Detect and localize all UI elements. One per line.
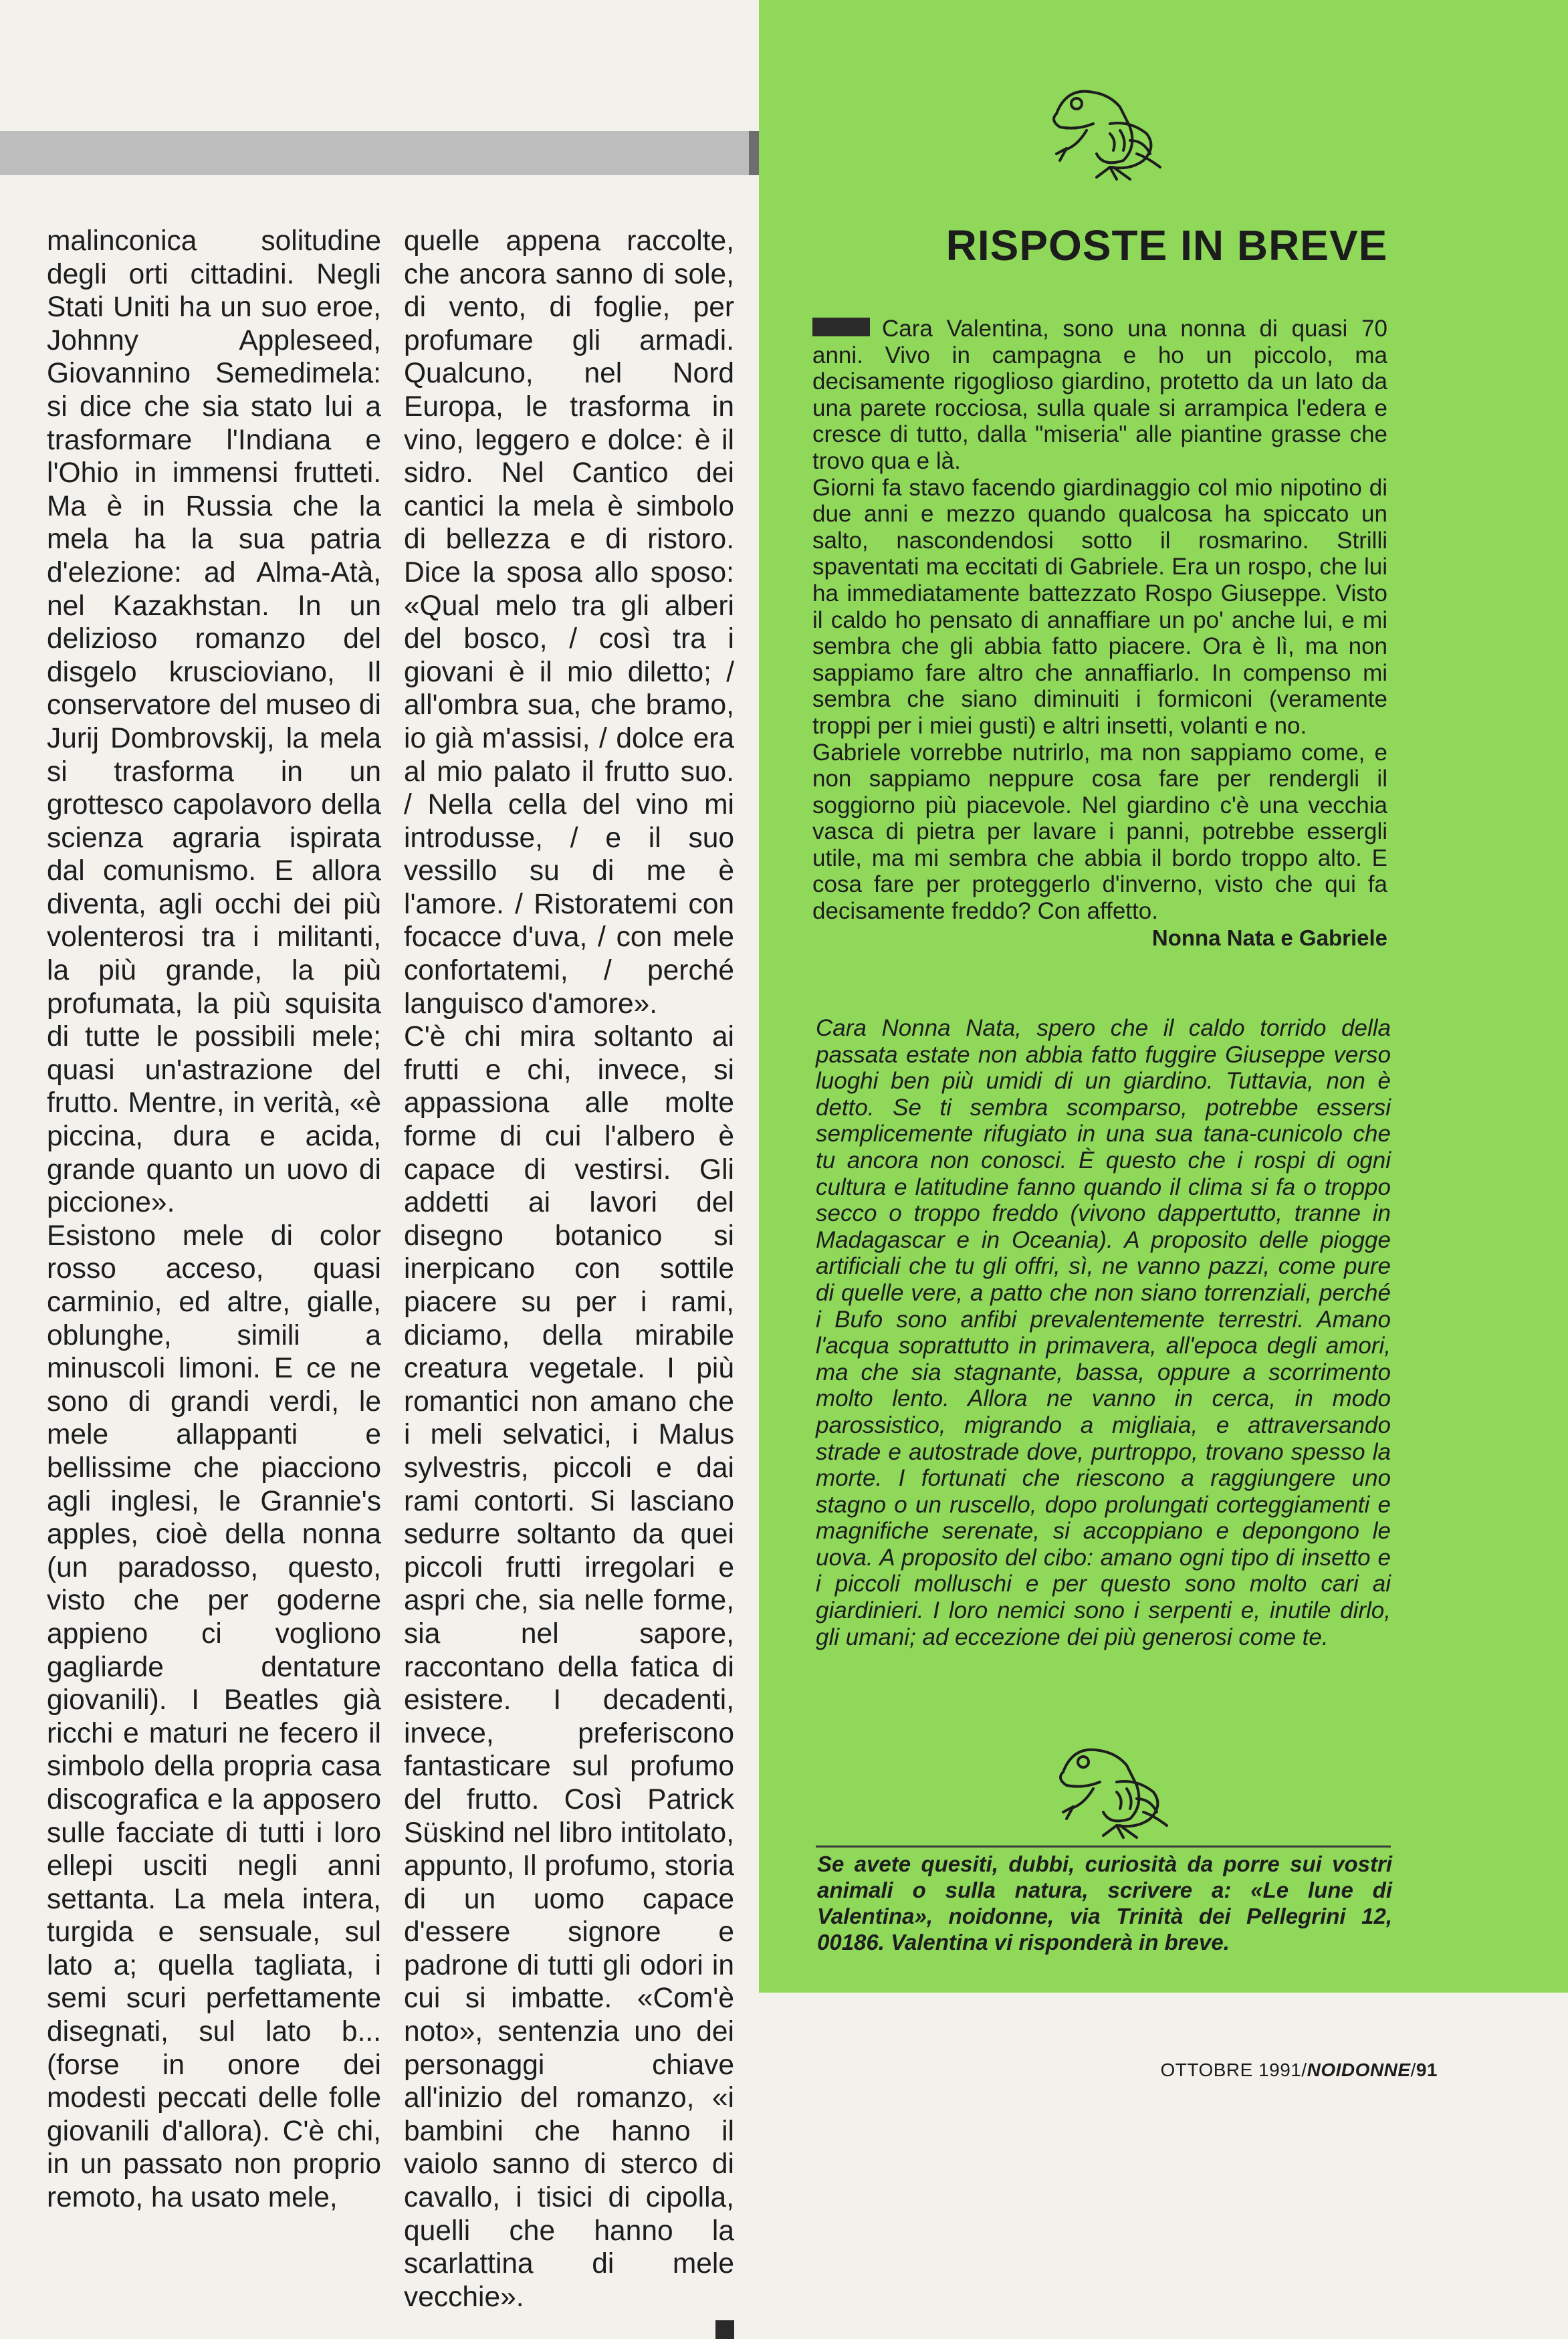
letter-paragraph: Gabriele vorrebbe nutrirlo, ma non sappiamo come, e non sappiamo neppure cosa fare per rendergli il soggiorno più piacevole. Nel giardino c'è una vecchia vasca di pietra per lavare i panni, potrebbe essergli utile, ma mi sembra che abbia il bordo troppo alto. E cosa fare per proteggerlo d'inverno, visto che qui fa decisamente freddo? Con affetto.	[812, 739, 1387, 925]
frog-icon	[1036, 1725, 1190, 1839]
letter-paragraph: Cara Valentina, sono una nonna di quasi 70 anni. Vivo in campagna e ho un piccolo, ma decisamente rigoglioso giardino, protetto da un lato da una parete rocciosa, sulla quale si arrampica l'edera e cresce di tutto, dalla "miseria" alle piantine grasse che trovo qua e là.	[812, 316, 1387, 474]
page-footer	[1157, 2059, 1438, 2081]
footer-separator: /	[1410, 2059, 1416, 2080]
panel-title: RISPOSTE IN BREVE	[945, 221, 1388, 269]
magazine-name: NOIDONNE	[1307, 2059, 1411, 2080]
frog-icon	[1030, 67, 1184, 181]
reply-text: Cara Nonna Nata, spero che il caldo torrido della passata estate non abbia fatto fuggire Giuseppe verso luoghi ben più umidi di un giardino. Tuttavia, non è detto. Se ti sembra scomparso, potrebbe essersi semplicemente rifugiato in una sua tana-cunicolo che tu ancora non conosci. È questo che i rospi di ogni cultura e latitudine fanno quando il clima si fa o troppo secco o troppo freddo (vivono dappertutto, tranne in Madagascar e in Oceania). A proposito delle piogge artificiali che tu gli offri, sì, ne vanno pazzi, come pure di quelle vere, a patto che non siano torrenziali, perché i Bufo sono anfibi prevalentemente terrestri. Amano l'acqua soprattutto in primavera, all'epoca degli amori, ma che sia stagnante, bassa, oppure a scorrimento molto lento. Allora ne vanno in cerca, in modo parossistico, migrando a migliaia, e attraversando strade e autostrade dove, purtroppo, trovano spesso la morte. I fortunati che riescono a raggiungere uno stagno o un ruscello, dopo prolungati corteggiamenti e magnifiche serenate, si accoppiano e depongono le uova. A proposito del cibo: amano ogni tipo di insetto e i piccoli molluschi e per questo sono molto cari ai giardinieri. I loro nemici sono i serpenti e, inutile dirlo, gli umani; ad eccezione dei più generosi come te.	[816, 1015, 1391, 1650]
contact-divider	[816, 1846, 1391, 1848]
page-number: 91	[1416, 2059, 1438, 2080]
article-column-left	[47, 225, 381, 2215]
article-column-right	[404, 225, 734, 2339]
header-gray-bar	[0, 131, 762, 175]
paragraph-marker	[812, 318, 870, 336]
article-paragraph: malinconica solitudine degli orti cittadini. Negli Stati Uniti ha un suo eroe, Johnny Appleseed, Giovannino Semedimela: si dice che sia stato lui a trasformare l'Indiana e l'Ohio in immensi frutteti. Ma è in Russia che la mela ha la sua patria d'elezione: ad Alma-Atà, nel Kazakhstan. In un delizioso romanzo del disgelo kruscioviano, Il conservatore del museo di Jurij Dombrovskij, la mela si trasforma in un grottesco capolavoro della scienza agraria ispirata dal comunismo. E allora diventa, agli occhi dei più volenterosi tra i militanti, la più grande, la più profumata, la più squisita di tutte le possibili mele; quasi un'astrazione del frutto. Mentre, in verità, «è piccina, dura e acida, grande quanto un uovo di piccione».	[47, 225, 381, 1219]
letters-panel	[759, 0, 1568, 1993]
reader-letter	[812, 316, 1387, 951]
issue-date: OTTOBRE 1991/	[1160, 2059, 1307, 2080]
letter-paragraph: Giorni fa stavo facendo giardinaggio col mio nipotino di due anni e mezzo quando qualcosa ha spiccato un salto, nascondendosi sotto il rosmarino. Strilli spaventati ma eccitati di Gabriele. Era un rospo, che lui ha immediatamente battezzato Rospo Giuseppe. Visto il caldo ho pensato di annaffiare un po' anche lui, e mi sembra che gli abbia fatto piacere. Ora è lì, ma non sappiamo fare altro che annaffiarlo. In compenso mi sembra che siano diminuiti i formiconi (veramente troppi per i miei gusti) e altri insetti, volanti e no.	[812, 474, 1387, 739]
contact-note: Se avete quesiti, dubbi, curiosità da porre sui vostri animali o sulla natura, scrivere a: «Le lune di Valentina», noidonne, via Trinità dei Pellegrini 12, 00186. Valentina vi risponderà in breve.	[817, 1852, 1392, 1955]
article-paragraph: Esistono mele di color rosso acceso, quasi carminio, ed altre, gialle, oblunghe, simili a minuscoli limoni. E ce ne sono di grandi verdi, le mele allappanti e bellissime che piacciono agli inglesi, le Grannie's apples, cioè della nonna (un paradosso, questo, visto che per goderne appieno ci vogliono gagliarde dentature giovanili). I Beatles già ricchi e maturi ne fecero il simbolo della propria casa discografica e la apposero sulle facciate di tutti i loro ellepi usciti negli anni settanta. La mela intera, turgida e sensuale, sul lato a; quella tagliata, i semi scuri perfettamente disegnati, sul lato b... (forse in onore dei modesti peccati delle folle giovanili d'allora). C'è chi, in un passato non proprio remoto, ha usato mele,	[47, 1220, 381, 2214]
letter-signature: Nonna Nata e Gabriele	[1151, 925, 1387, 950]
article-paragraph: quelle appena raccolte, che ancora sanno di sole, di vento, di foglie, per profumare gli armadi. Qualcuno, nel Nord Europa, le trasforma in vino, leggero e dolce: è il sidro. Nel Cantico dei cantici la mela è simbolo di bellezza e di ristoro. Dice la sposa allo sposo: «Qual melo tra gli alberi del bosco, / così tra i giovani è il mio diletto; / all'ombra sua, che bramo, io già m'assisi, / dolce era al mio palato il frutto suo. / Nella cella del vino mi introdusse, / e il suo vessillo su di me è l'amore. / Ristoratemi con focacce d'uva, / con mele confortatemi, / perché languisco d'amore».	[404, 225, 734, 1020]
article-paragraph: C'è chi mira soltanto ai frutti e chi, invece, si appassiona alle molte forme di cui l'albero è capace di vestirsi. Gli addetti ai lavori del disegno botanico si inerpicano con sottile piacere su per i rami, diciamo, della mirabile creatura vegetale. I più romantici non amano che i meli selvatici, i Malus sylvestris, piccoli e dai rami contorti. Si lasciano sedurre soltanto da quei piccoli frutti irregolari e aspri che, sia nelle forme, sia nel sapore, raccontano della fatica di esistere. I decadenti, invece, preferiscono fantasticare sul profumo del frutto. Così Patrick Süskind nel libro intitolato, appunto, Il profumo, storia di un uomo capace d'essere signore e padrone di tutti gli odori in cui si imbatte. «Com'è noto», sentenzia uno dei personaggi chiave all'inizio del romanzo, «i bambini che hanno il vaiolo sanno di sterco di cavallo, i tisici di cipolla, quelli che hanno la scarlattina di mele vecchie».	[404, 1021, 734, 2313]
end-of-article-mark	[715, 2320, 734, 2339]
